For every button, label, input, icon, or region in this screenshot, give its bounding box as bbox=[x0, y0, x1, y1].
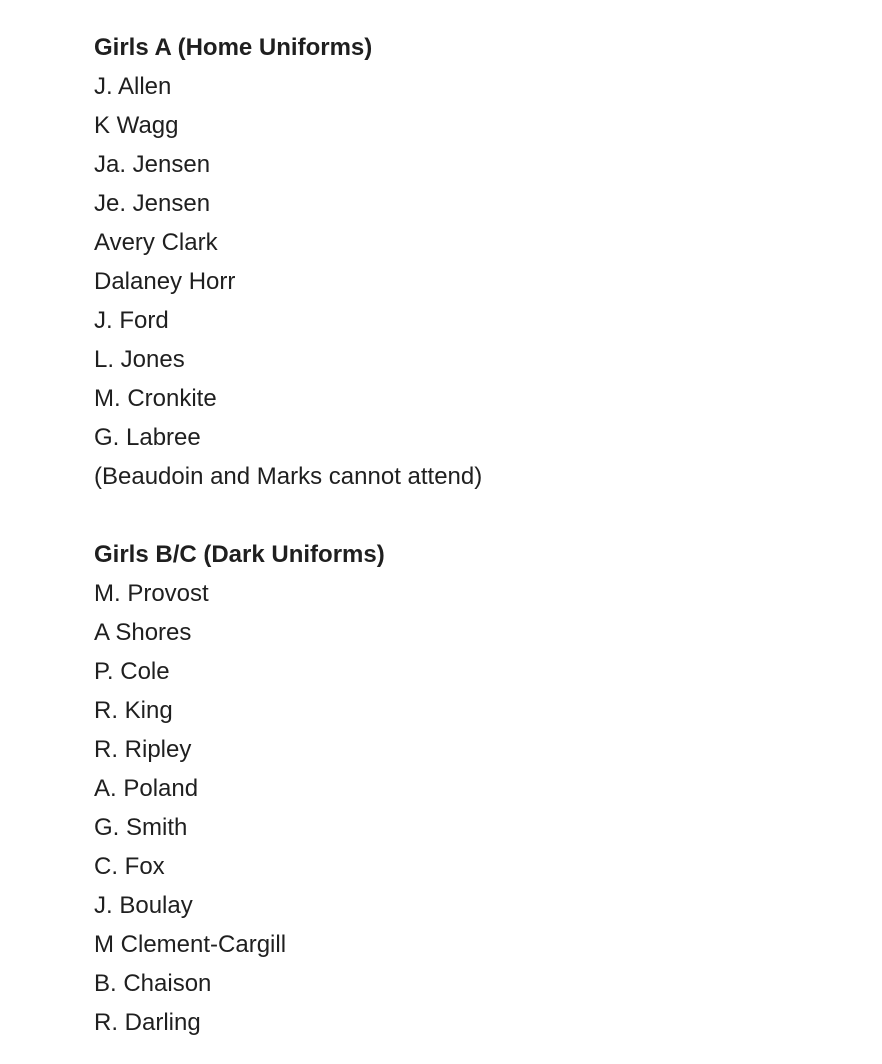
section-heading: Girls A (Home Uniforms) bbox=[94, 34, 373, 61]
list-item: J. Ford bbox=[94, 307, 169, 334]
roster-section-girls-bc bbox=[94, 535, 882, 1042]
roster-section-girls-a bbox=[94, 28, 882, 496]
list-item: R. Ripley bbox=[94, 736, 192, 763]
list-item: M. Provost bbox=[94, 580, 209, 607]
list-item: R. Darling bbox=[94, 1009, 201, 1036]
section-spacer bbox=[94, 496, 882, 535]
list-item: J. Allen bbox=[94, 73, 172, 100]
list-item: R. King bbox=[94, 697, 173, 724]
list-item: P. Cole bbox=[94, 658, 170, 685]
list-item: Ja. Jensen bbox=[94, 151, 211, 178]
list-item: C. Fox bbox=[94, 853, 165, 880]
list-item: M Clement-Cargill bbox=[94, 931, 287, 958]
list-item: K Wagg bbox=[94, 112, 179, 139]
list-item: B. Chaison bbox=[94, 970, 212, 997]
list-item: J. Boulay bbox=[94, 892, 193, 919]
player-list bbox=[94, 67, 882, 457]
list-item: G. Labree bbox=[94, 424, 201, 451]
list-item: Je. Jensen bbox=[94, 190, 211, 217]
attendance-note: (Beaudoin and Marks cannot attend) bbox=[94, 463, 483, 490]
list-item: Dalaney Horr bbox=[94, 268, 236, 295]
list-item: G. Smith bbox=[94, 814, 188, 841]
list-item: Avery Clark bbox=[94, 229, 218, 256]
list-item: A Shores bbox=[94, 619, 192, 646]
list-item: A. Poland bbox=[94, 775, 199, 802]
list-item: M. Cronkite bbox=[94, 385, 217, 412]
player-list bbox=[94, 574, 882, 1042]
section-heading: Girls B/C (Dark Uniforms) bbox=[94, 541, 385, 568]
list-item: L. Jones bbox=[94, 346, 185, 373]
